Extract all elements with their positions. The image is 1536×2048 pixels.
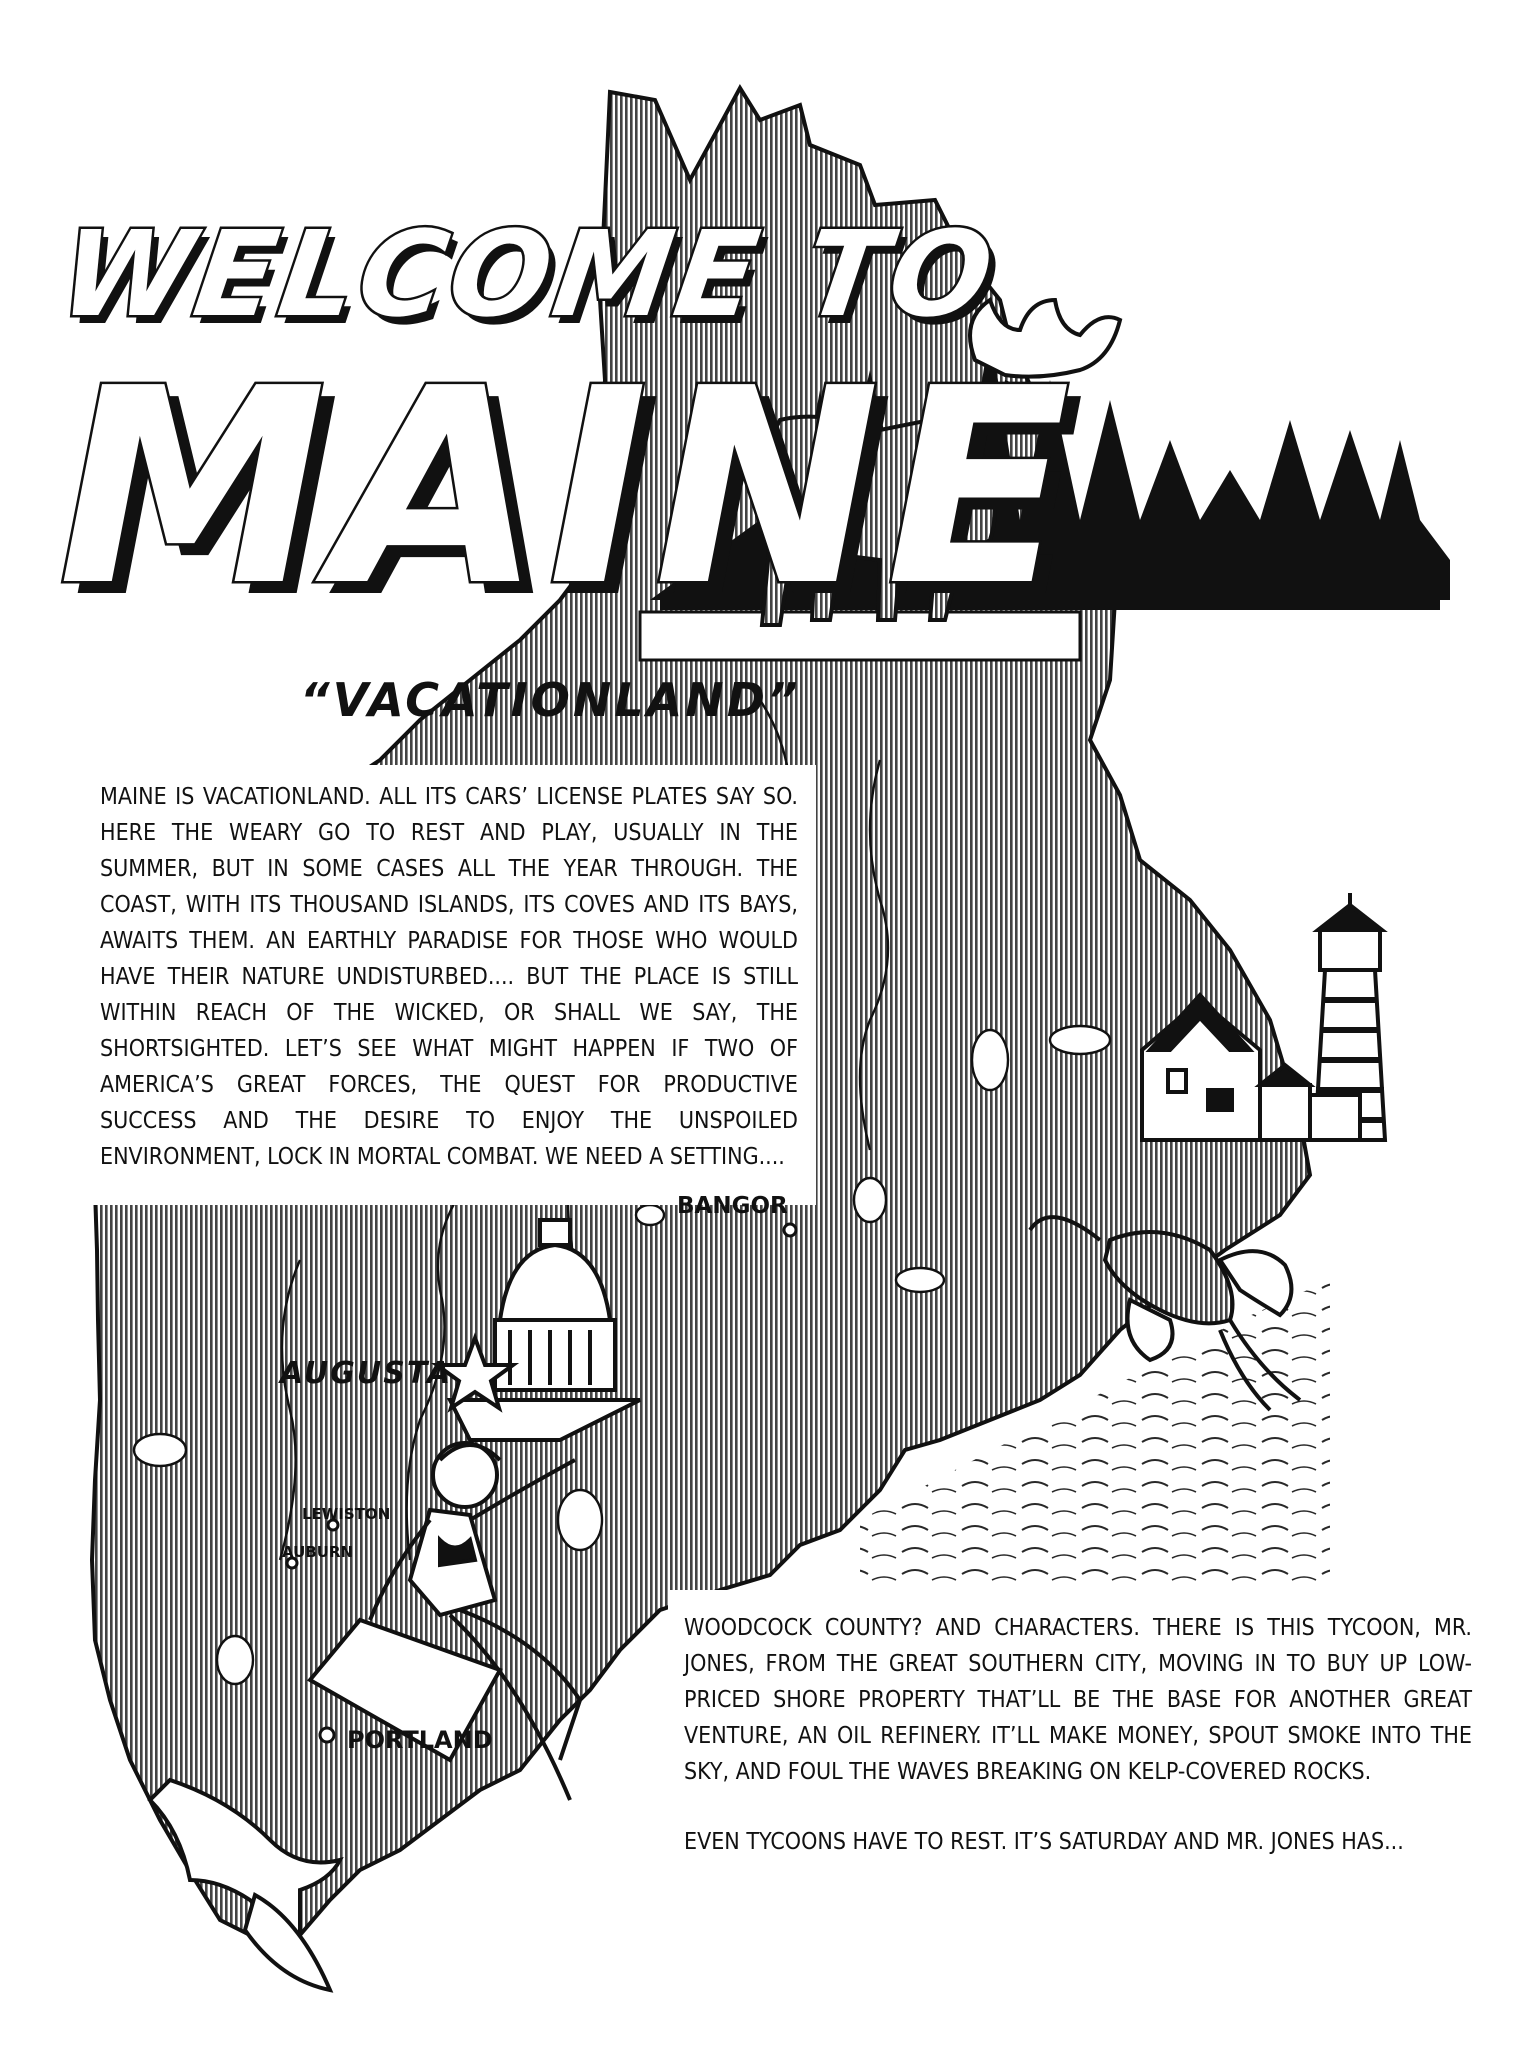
city-label-augusta: AUGUSTA bbox=[280, 1356, 453, 1391]
intro-caption-box bbox=[88, 765, 816, 1205]
city-label-lewiston: LEWISTON bbox=[302, 1505, 391, 1523]
title-welcome-to: WELCOME TO bbox=[52, 205, 1005, 343]
story-caption-paragraph-2: EVEN TYCOONS HAVE TO REST. IT’S SATURDAY AND MR. JONES HAS... bbox=[684, 1829, 1404, 1855]
tagline-vacationland: “VACATIONLAND” bbox=[300, 673, 801, 727]
city-label-auburn: AUBURN bbox=[282, 1543, 354, 1561]
title-maine: MAINE bbox=[58, 330, 1077, 645]
story-caption-paragraph-1: WOODCOCK COUNTY? AND CHARACTERS. THERE IS THIS TYCOON, MR. JONES, FROM THE GREAT SOUTHERN CITY, MOVING IN TO BUY UP LOW-PRICED SHORE PROPERTY THAT’LL BE THE BASE FOR ANOTHER GREAT VENTURE, AN OIL REFINERY. IT’LL MAKE MONEY, SPOUT SMOKE INTO THE SKY, AND FOUL THE WAVES BREAKING ON KELP-COVERED ROCKS. bbox=[684, 1615, 1472, 1785]
city-label-portland: PORTLAND bbox=[347, 1726, 493, 1754]
intro-caption-text: MAINE IS VACATIONLAND. ALL ITS CARS’ LICENSE PLATES SAY SO. HERE THE WEARY GO TO REST AND PLAY, USUALLY IN THE SUMMER, BUT IN SOME CASES ALL THE YEAR THROUGH. THE COAST, WITH ITS THOUSAND ISLANDS, ITS COVES AND ITS BAYS, AWAITS THEM. AN EARTHLY PARADISE FOR THOSE WHO WOULD HAVE THEIR NATURE UNDISTURBED.... BUT THE PLACE IS STILL WITHIN REACH OF THE WICKED, OR SHALL WE SAY, THE SHORTSIGHTED. LET’S SEE WHAT MIGHT HAPPEN IF TWO OF AMERICA’S GREAT FORCES, THE QUEST FOR PRODUCTIVE SUCCESS AND THE DESIRE TO ENJOY THE UNSPOILED ENVIRONMENT, LOCK IN MORTAL COMBAT. WE NEED A SETTING.... bbox=[100, 784, 798, 1170]
city-label-bangor: BANGOR bbox=[677, 1193, 788, 1219]
story-caption-box bbox=[668, 1590, 1490, 1916]
